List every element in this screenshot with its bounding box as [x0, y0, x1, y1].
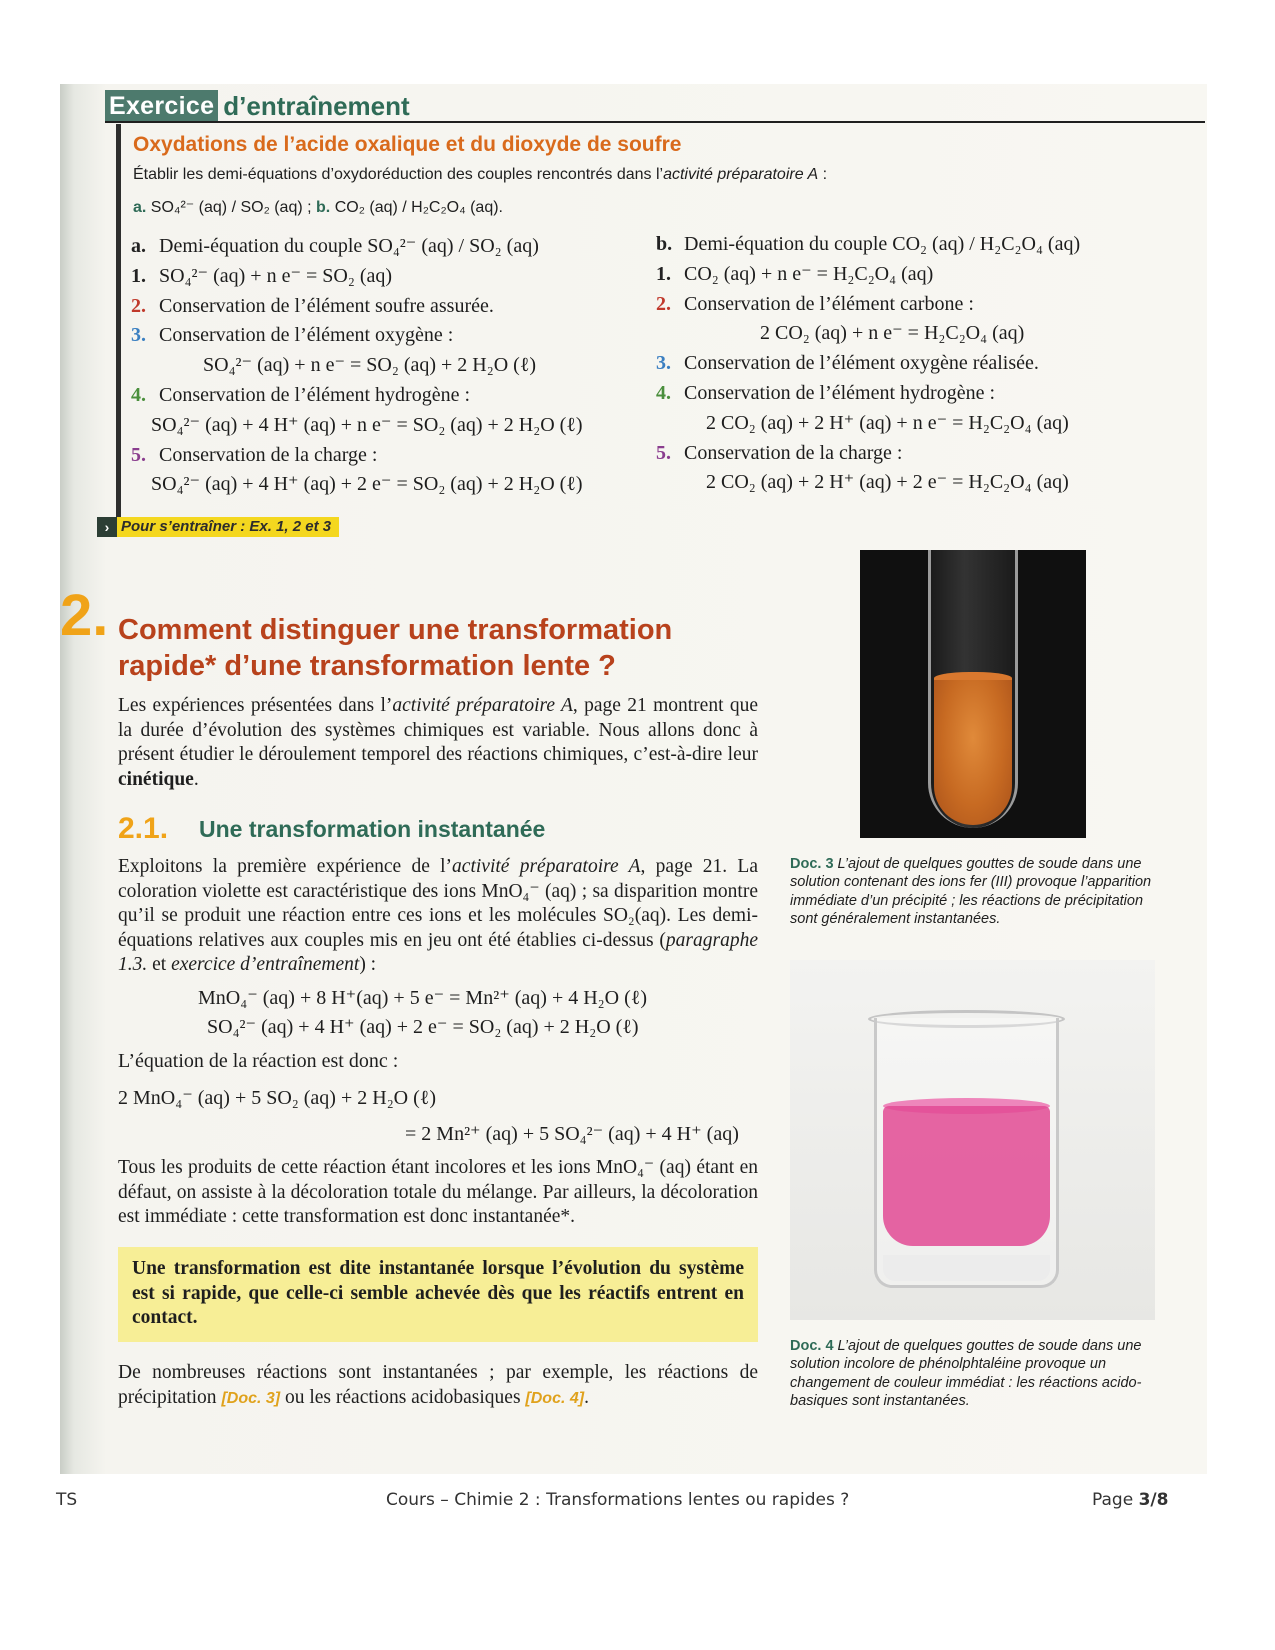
section-intro-paragraph: Les expériences présentées dans l’activité préparatoire A, page 21 montrent que la durée d’évolution des systèmes chimiques est variable. Nous allons donc à présent étudier le déroulement temporel des réactions chimiques, c’est-à-dire leur cinétique.	[118, 695, 758, 790]
subsection-paragraph: Exploitons la première expérience de l’activité préparatoire A, page 21. La coloration violette est caractéristique des ions MnO₄⁻ (aq) ; sa disparition montre qu’il se produit une réaction entre ces ions et les molécules SO₂(aq). Les demi-équations relatives aux couples mis en jeu ont été établies ci-dessus (paragraphe 1.3. et exercice d’entraînement) :	[118, 856, 758, 976]
solution-column-b	[656, 230, 1080, 498]
chevron-right-icon: ›	[97, 517, 117, 537]
solution-a-step-2: 2. Conservation de l’élément soufre assurée.	[131, 294, 494, 317]
exercise-word: d’entraînement	[223, 91, 410, 121]
half-equation-so4: SO₄²⁻ (aq) + 4 H⁺ (aq) + 2 e⁻ = SO₂ (aq) + 2 H₂O (ℓ)	[207, 1016, 639, 1038]
solution-a-step-3-equation: SO₄²⁻ (aq) + n e⁻ = SO₂ (aq) + 2 H₂O (ℓ)	[203, 354, 537, 377]
practice-link[interactable]	[97, 517, 339, 537]
beaker-icon	[874, 1018, 1059, 1288]
reaction-equation-right: = 2 Mn²⁺ (aq) + 5 SO₄²⁻ (aq) + 4 H⁺ (aq)	[405, 1123, 739, 1145]
exercise-instruction: Établir les demi-équations d’oxydoréduction des couples rencontrés dans l’activité préparatoire A :	[133, 166, 828, 183]
solution-b-step-4-equation: 2 CO₂ (aq) + 2 H⁺ (aq) + n e⁻ = H₂C₂O₄ (aq)	[706, 411, 1069, 434]
section-title: Comment distinguer une transformation rapide* d’une transformation lente ?	[118, 614, 673, 682]
solution-column-a	[131, 232, 583, 500]
solution-a-heading: a. Demi-équation du couple SO₄²⁻ (aq) / SO₂ (aq)	[131, 235, 539, 257]
solution-b-step-2-equation: 2 CO₂ (aq) + n e⁻ = H₂C₂O₄ (aq)	[760, 322, 1025, 345]
solution-b-step-5-equation: 2 CO₂ (aq) + 2 H⁺ (aq) + 2 e⁻ = H₂C₂O₄ (aq)	[706, 471, 1069, 494]
exercise-couples: a. SO₄²⁻ (aq) / SO₂ (aq) ; b. CO₂ (aq) / H₂C₂O₄ (aq).	[133, 199, 503, 216]
subsection-title: Une transformation instantanée	[199, 816, 546, 842]
doc4-reference[interactable]: [Doc. 4]	[525, 1389, 585, 1407]
solution-a-step-5: 5. Conservation de la charge :	[131, 443, 378, 466]
definition-box: Une transformation est dite instantanée lorsque l’évolution du système est si rapide, que celle-ci semble achevée dès que les réactifs entrent en contact.	[118, 1247, 758, 1342]
solution-b-step-3: 3. Conservation de l’élément oxygène réalisée.	[656, 352, 1039, 375]
solution-b-step-2: 2. Conservation de l’élément carbone :	[656, 292, 974, 315]
doc3-caption: Doc. 3 L’ajout de quelques gouttes de soude dans une solution contenant des ions fer (III) provoque l’apparition immédiate d’un précipité ; les réactions de précipitation sont généralement instantanées.	[790, 856, 1152, 927]
equation-intro: L’équation de la réaction est donc :	[118, 1050, 399, 1072]
footer-class: TS	[56, 1490, 78, 1510]
footer-course-title: Cours – Chimie 2 : Transformations lentes ou rapides ?	[386, 1490, 850, 1510]
solution-b-step-1: 1. CO₂ (aq) + n e⁻ = H₂C₂O₄ (aq)	[656, 262, 934, 285]
solution-b-heading: b. Demi-équation du couple CO₂ (aq) / H₂C₂O₄ (aq)	[656, 233, 1081, 255]
precipitate	[934, 680, 1012, 825]
doc4-caption: Doc. 4 L’ajout de quelques gouttes de soude dans une solution incolore de phénolphtaléine provoque un changement de couleur immédiat : les réactions acido-basiques sont instantanées.	[790, 1338, 1142, 1409]
solution-a-step-4: 4. Conservation de l’élément hydrogène :	[131, 383, 471, 406]
exercise-rule	[105, 121, 1205, 123]
practice-link-label: Pour s’entraîner : Ex. 1, 2 et 3	[117, 517, 339, 537]
reaction-equation-left: 2 MnO₄⁻ (aq) + 5 SO₂ (aq) + 2 H₂O (ℓ)	[118, 1087, 437, 1109]
doc3-test-tube-photo	[860, 550, 1086, 838]
pink-solution	[883, 1106, 1050, 1246]
section-number: 2.	[60, 583, 109, 648]
exercise-side-bar	[116, 124, 121, 524]
solution-b-step-4: 4. Conservation de l’élément hydrogène :	[656, 381, 996, 404]
solution-a-step-5-equation: SO₄²⁻ (aq) + 4 H⁺ (aq) + 2 e⁻ = SO₂ (aq) + 2 H₂O (ℓ)	[151, 473, 583, 496]
solution-b-step-5: 5. Conservation de la charge :	[656, 441, 903, 464]
doc4-beaker-photo	[790, 960, 1155, 1320]
solution-a-step-3: 3. Conservation de l’élément oxygène :	[131, 324, 454, 347]
exercise-tag: Exercice	[105, 90, 218, 122]
decoloration-paragraph: Tous les produits de cette réaction étant incolores et les ions MnO₄⁻ (aq) étant en défaut, on assiste à la décoloration totale du mélange. Par ailleurs, la décoloration est immédiate : cette transformation est donc instantanée*.	[118, 1157, 758, 1228]
solution-a-step-4-equation: SO₄²⁻ (aq) + 4 H⁺ (aq) + n e⁻ = SO₂ (aq) + 2 H₂O (ℓ)	[151, 413, 583, 436]
half-equation-mno4: MnO₄⁻ (aq) + 8 H⁺(aq) + 5 e⁻ = Mn²⁺ (aq) + 4 H₂O (ℓ)	[198, 987, 647, 1009]
test-tube-icon	[928, 550, 1018, 828]
subsection-number: 2.1.	[118, 812, 169, 845]
doc3-reference[interactable]: [Doc. 3]	[221, 1389, 281, 1407]
footer-page: Page 3/8	[1092, 1490, 1169, 1510]
examples-paragraph: De nombreuses réactions sont instantanées ; par exemple, les réactions de précipitation [Doc. 3] ou les réactions acidobasiques [Doc. 4].	[118, 1362, 758, 1408]
exercise-banner	[105, 88, 410, 122]
solution-a-step-1: 1. SO₄²⁻ (aq) + n e⁻ = SO₂ (aq)	[131, 264, 393, 287]
exercise-title: Oxydations de l’acide oxalique et du dioxyde de soufre	[133, 133, 682, 156]
